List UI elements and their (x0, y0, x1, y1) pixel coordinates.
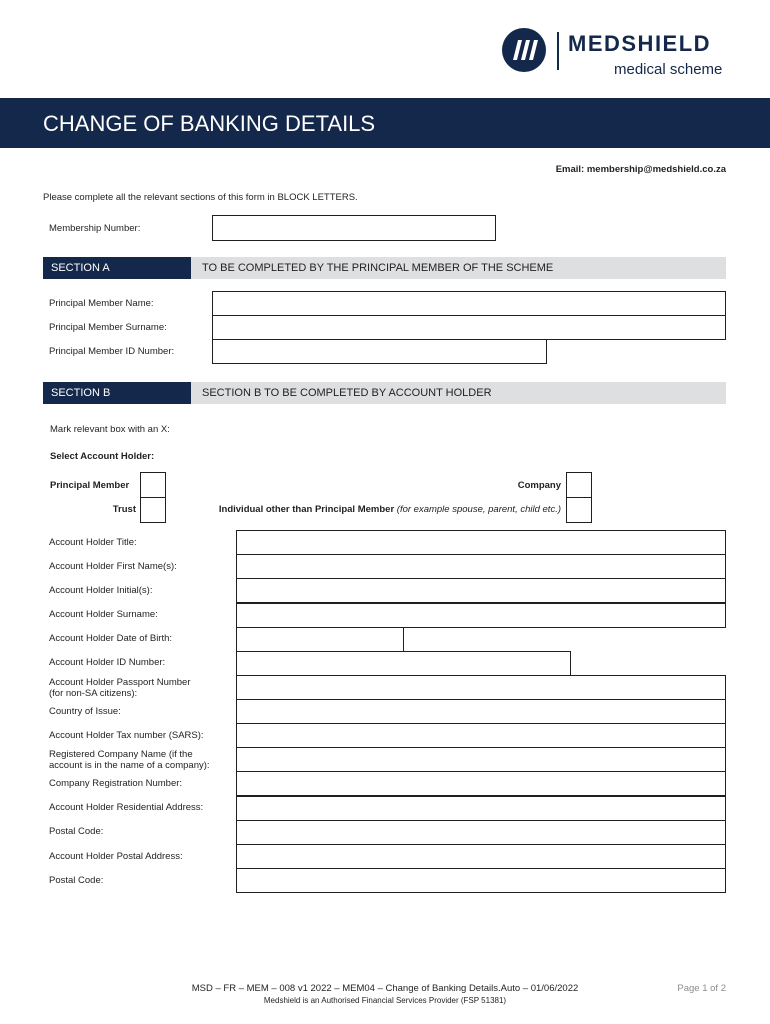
footer-reference: MSD – FR – MEM – 008 v1 2022 – MEM04 – Change of Banking Details.Auto – 01/06/2022 (191, 983, 579, 994)
section-b-heading: SECTION B TO BE COMPLETED BY ACCOUNT HOLDER (191, 382, 726, 404)
option-trust-label: Trust (112, 504, 136, 515)
page-title: CHANGE OF BANKING DETAILS (43, 111, 376, 136)
medshield-logo-icon (500, 26, 550, 74)
account-dob-label: Account Holder Date of Birth: (49, 633, 173, 644)
account-initials-label: Account Holder Initial(s): (49, 585, 153, 596)
individual-label-text: Individual other than Principal Member (218, 504, 395, 515)
section-b-tag: SECTION B (43, 382, 191, 404)
account-title-field[interactable] (236, 530, 726, 555)
company-name-label (49, 749, 210, 771)
individual-label-note: (for example spouse, parent, child etc.) (396, 504, 561, 515)
select-account-holder-label: Select Account Holder: (50, 451, 155, 462)
principal-id-field[interactable] (212, 339, 547, 364)
postal-code-1-field[interactable] (236, 820, 726, 845)
principal-surname-field[interactable] (212, 315, 726, 340)
principal-surname-label: Principal Member Surname: (49, 322, 167, 333)
footer-page-number: Page 1 of 2 (677, 983, 726, 994)
company-name-label-line1: Registered Company Name (if the (49, 749, 193, 760)
account-surname-field[interactable] (236, 603, 726, 628)
option-principal-member-label: Principal Member (50, 480, 130, 491)
membership-number-label: Membership Number: (49, 223, 141, 234)
postal-code-2-label: Postal Code: (49, 875, 104, 886)
tax-number-field[interactable] (236, 723, 726, 748)
company-name-label-line2: account is in the name of a company): (49, 760, 210, 771)
postal-code-1-label: Postal Code: (49, 826, 104, 837)
company-reg-label: Company Registration Number: (49, 778, 183, 789)
intro-text: Please complete all the relevant sections of this form in BLOCK LETTERS. (43, 192, 358, 203)
passport-label-line2: (for non-SA citizens): (49, 688, 138, 699)
option-individual-label (219, 504, 561, 515)
account-dob-field[interactable] (236, 627, 404, 652)
logo-tagline: medical scheme (614, 61, 723, 78)
passport-label-line1: Account Holder Passport Number (49, 677, 191, 688)
medshield-logo (500, 26, 750, 80)
postal-address-label: Account Holder Postal Address: (49, 851, 183, 862)
postal-address-field[interactable] (236, 844, 726, 869)
principal-id-label: Principal Member ID Number: (49, 346, 175, 357)
title-banner (0, 98, 770, 148)
membership-number-field[interactable] (212, 215, 496, 241)
country-of-issue-field[interactable] (236, 699, 726, 724)
logo-divider (557, 32, 559, 70)
contact-email: Email: membership@medshield.co.za (555, 164, 726, 175)
account-id-label: Account Holder ID Number: (49, 657, 166, 668)
account-passport-field[interactable] (236, 675, 726, 700)
residential-address-label: Account Holder Residential Address: (49, 802, 204, 813)
account-surname-label: Account Holder Surname: (49, 609, 158, 620)
account-id-field[interactable] (236, 651, 571, 676)
residential-address-field[interactable] (236, 796, 726, 821)
account-first-names-label: Account Holder First Name(s): (49, 561, 177, 572)
tax-number-label: Account Holder Tax number (SARS): (49, 730, 204, 741)
footer-fsp: Medshield is an Authorised Financial Services Provider (FSP 51381) (263, 996, 507, 1005)
company-name-field[interactable] (236, 747, 726, 772)
principal-name-field[interactable] (212, 291, 726, 316)
company-reg-field[interactable] (236, 771, 726, 796)
postal-code-2-field[interactable] (236, 868, 726, 893)
country-of-issue-label: Country of Issue: (49, 706, 121, 717)
logo-wordmark: MEDSHIELD (568, 31, 712, 56)
section-a-tag: SECTION A (43, 257, 191, 279)
individual-checkbox[interactable] (566, 497, 592, 523)
option-company-label: Company (517, 480, 561, 491)
account-initials-field[interactable] (236, 578, 726, 603)
trust-checkbox[interactable] (140, 497, 166, 523)
account-passport-label (49, 677, 191, 699)
account-first-names-field[interactable] (236, 554, 726, 579)
account-title-label: Account Holder Title: (49, 537, 137, 548)
section-a-heading: TO BE COMPLETED BY THE PRINCIPAL MEMBER OF THE SCHEME (191, 257, 726, 279)
company-checkbox[interactable] (566, 472, 592, 498)
principal-member-checkbox[interactable] (140, 472, 166, 498)
mark-instruction: Mark relevant box with an X: (50, 424, 170, 435)
principal-name-label: Principal Member Name: (49, 298, 154, 309)
